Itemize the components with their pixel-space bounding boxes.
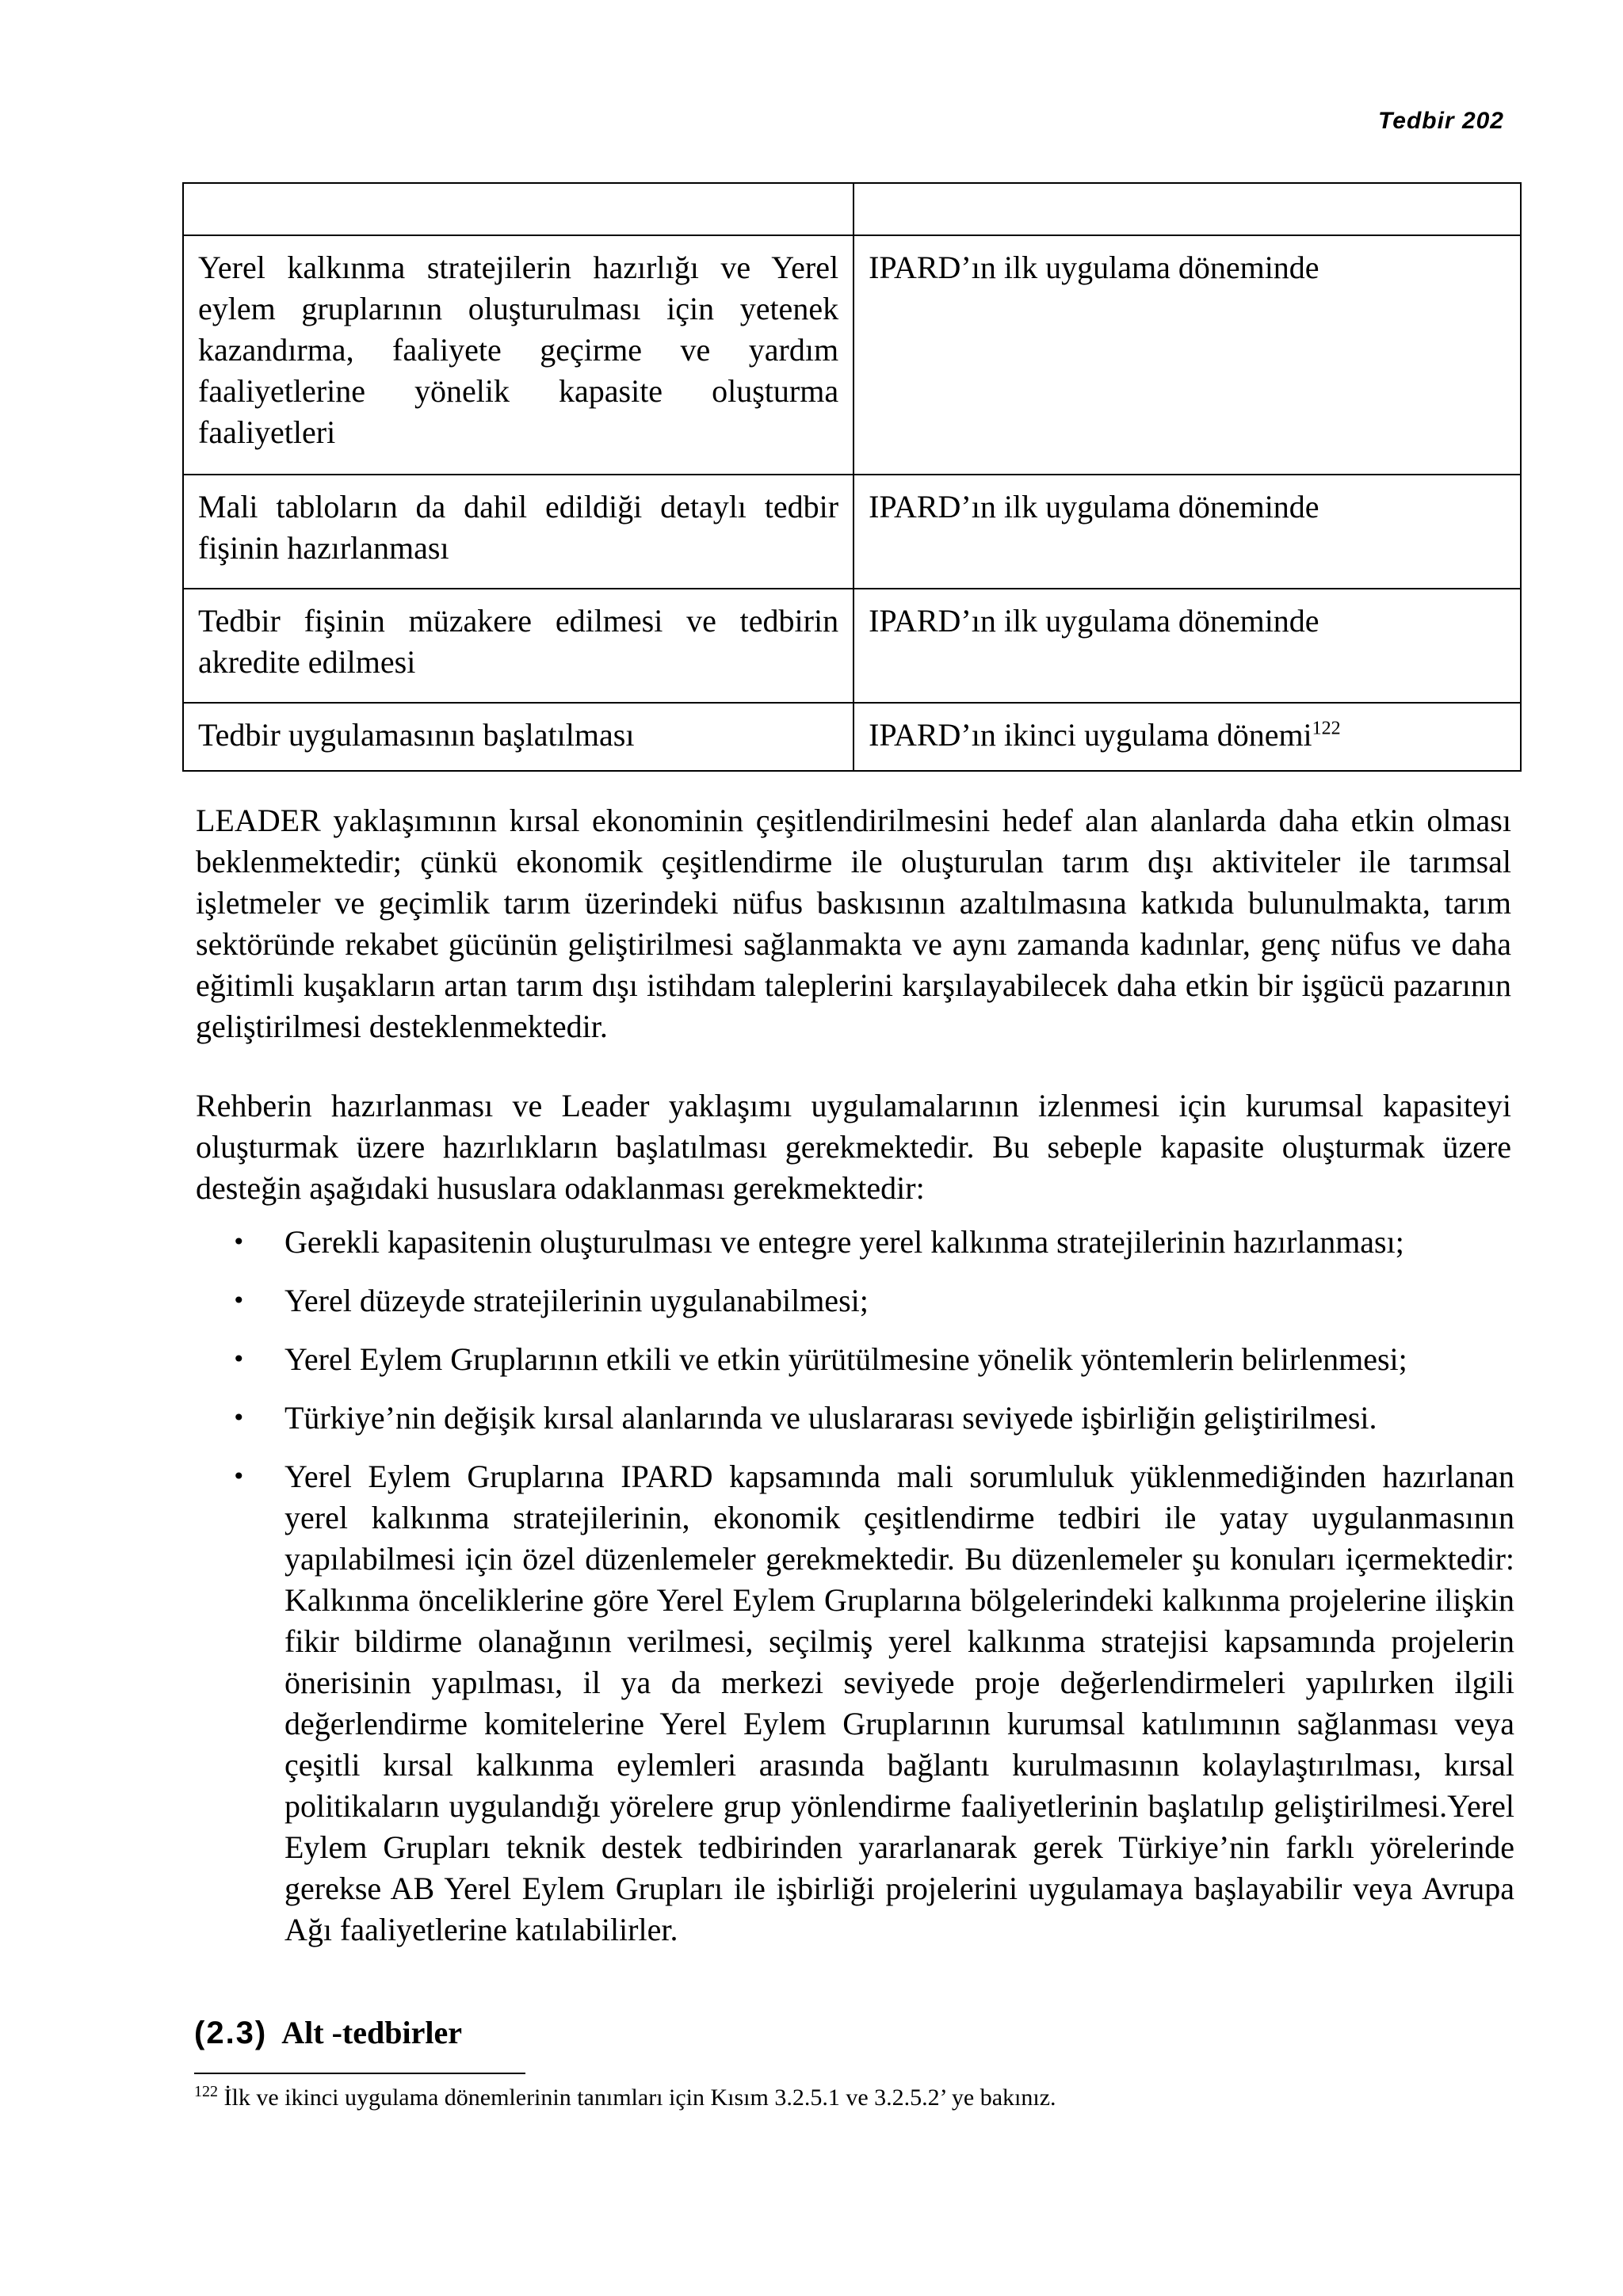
section-heading	[194, 2014, 462, 2051]
table-row	[183, 589, 1521, 703]
table-cell-activity: Yerel kalkınma stratejilerin hazırlığı ve Yerel eylem gruplarının oluşturulması için yetenek kazandırma, faaliyete geçirme ve yardım faaliyetlerine yönelik kapasite oluşturma faaliyetleri	[183, 235, 854, 475]
bullet-icon: •	[232, 1229, 246, 1255]
rehber-paragraph: Rehberin hazırlanması ve Leader yaklaşımı uygulamalarının izlenmesi için kurumsal kapasiteyi oluşturmak üzere hazırlıkların başlatılması gerekmektedir. Bu sebeple kapasite oluşturmak üzere desteğin aşağıdaki hususlara odaklanması gerekmektedir:	[196, 1088, 1511, 1206]
list-item-text: Türkiye’nin değişik kırsal alanlarında ve uluslararası seviyede işbirliğin geliştirilmesi.	[285, 1400, 1377, 1436]
table-row	[183, 703, 1521, 771]
section-number: (2.3)	[194, 2016, 268, 2050]
bullet-icon: •	[232, 1463, 246, 1489]
footnote-reference: 122	[1312, 718, 1341, 739]
table-row	[183, 475, 1521, 589]
table-row	[183, 235, 1521, 475]
page-header-title: Tedbir 202	[1378, 108, 1504, 134]
table-cell-timing: IPARD’ın ilk uygulama döneminde	[854, 475, 1521, 589]
bullet-icon: •	[232, 1287, 246, 1314]
list-item-text: Gerekli kapasitenin oluşturulması ve entegre yerel kalkınma stratejilerinin hazırlanması;	[285, 1224, 1404, 1260]
list-item	[196, 1222, 1514, 1263]
table-cell-timing	[854, 703, 1521, 771]
table-cell-timing: IPARD’ın ilk uygulama döneminde	[854, 235, 1521, 475]
list-item-text: Yerel Eylem Gruplarına IPARD kapsamında mali sorumluluk yüklenmediğinden hazırlanan yerel kalkınma stratejilerinin, ekonomik çeşitlendirme tedbiri ile yatay uygulanmasının yapılabilmesi için özel düzenlemeler gerekmektedir. Bu düzenlemeler şu konuları içermektedir: Kalkınma önceliklerine göre Yerel Eylem Gruplarına bölgelerindeki kalkınma projelerine ilişkin fikir bildirme olanağının verilmesi, seçilmiş yerel kalkınma stratejisi kapsamında projelerin önerisinin yapılması, il ya da merkezi seviyede proje değerlendirmeleri yapılırken ilgili değerlendirme komitelerine Yerel Eylem Gruplarının kurumsal katılımının sağlanması veya çeşitli kırsal kalkınma eylemleri arasında bağlantı kurulmasının kolaylaştırılması, kırsal politikaların uygulandığı yörelere grup yönlendirme faaliyetlerinin başlatılıp geliştirilmesi.Yerel Eylem Grupları teknik destek tedbirinden yararlanarak gerek Türkiye’nin farklı yörelerinde gerekse AB Yerel Eylem Grupları ile işbirliği projelerini uygulamaya başlayabilir veya Avrupa Ağı faaliyetlerine katılabilirler.	[285, 1459, 1514, 1947]
table-cell-timing	[854, 183, 1521, 235]
table-cell-activity: Mali tabloların da dahil edildiği detaylı tedbir fişinin hazırlanması	[183, 475, 854, 589]
leader-paragraph: LEADER yaklaşımının kırsal ekonominin çeşitlendirilmesini hedef alan alanlarda daha etkin olması beklenmektedir; çünkü ekonomik çeşitlendirme ile oluşturulan tarım dışı aktiviteler ile tarımsal işletmeler ve geçimlik tarım üzerindeki nüfus baskısının azaltılmasına katkıda bulunulmakta, tarım sektöründe rekabet gücünün geliştirilmesi sağlanmakta ve aynı zamanda kadınlar, genç nüfus ve daha eğitimli kuşakların artan tarım dışı istihdam taleplerini karşılayabilecek daha etkin bir işgücü pazarının geliştirilmesi desteklenmektedir.	[196, 803, 1511, 1044]
footnote-text: İlk ve ikinci uygulama dönemlerinin tanımları için Kısım 3.2.5.1 ve 3.2.5.2’ ye bakınız.	[223, 2084, 1056, 2111]
footnote-marker: 122	[194, 2083, 218, 2100]
activity-schedule-table	[182, 182, 1522, 772]
table-cell-activity: Tedbir fişinin müzakere edilmesi ve tedbirin akredite edilmesi	[183, 589, 854, 703]
table-cell-activity	[183, 183, 854, 235]
list-item-text: Yerel Eylem Gruplarının etkili ve etkin yürütülmesine yönelik yöntemlerin belirlenmesi;	[285, 1341, 1407, 1377]
focus-bullet-list	[196, 1222, 1514, 1968]
list-item	[196, 1280, 1514, 1322]
bullet-icon: •	[232, 1405, 246, 1431]
table-cell-timing: IPARD’ın ilk uygulama döneminde	[854, 589, 1521, 703]
footnote	[194, 2082, 1056, 2114]
table-cell-activity: Tedbir uygulamasının başlatılması	[183, 703, 854, 771]
timing-text: IPARD’ın ikinci uygulama dönemi	[869, 717, 1312, 753]
list-item	[196, 1456, 1514, 1951]
list-item	[196, 1339, 1514, 1380]
bullet-icon: •	[232, 1346, 246, 1372]
table-row	[183, 183, 1521, 235]
section-title: Alt -tedbirler	[281, 2015, 462, 2050]
footnote-divider	[194, 2073, 525, 2074]
list-item-text: Yerel düzeyde stratejilerinin uygulanabilmesi;	[285, 1283, 869, 1318]
list-item	[196, 1398, 1514, 1439]
